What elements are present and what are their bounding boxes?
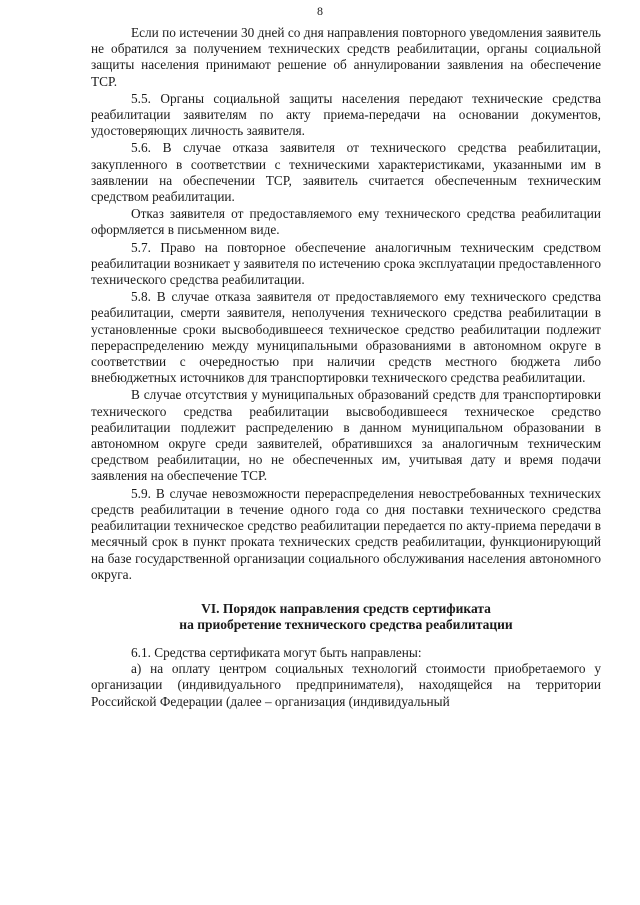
document-body [91, 25, 601, 710]
paragraph-5-9: 5.9. В случае невозможности перераспределения невостребованных технических средств реабилитации в течение одного года со дня поставки технического средства реабилитации техническое средство реабилитации передается по акту-приема передачи в месячный срок в пункт проката технических средств реабилитации, функционирующий на базе государственной организации социального обслуживания населения автономного округа. [91, 485, 601, 582]
paragraph-6-1: 6.1. Средства сертификата могут быть направлены: [131, 644, 422, 660]
paragraph: Отказ заявителя от предоставляемого ему технического средства реабилитации оформляется в письменном виде. [91, 206, 601, 238]
paragraph: В случае отсутствия у муниципальных образований средств для транспортировки технического средства реабилитации высвободившееся техническое средство реабилитации подлежит распределению в данном муниципальном образовании в автономном округе среди заявителей, обратившихся за аналогичным техническим средством реабилитации, но не обеспеченных им, учитывая дату и время подачи заявления на обеспечение ТСР. [91, 387, 601, 484]
section-heading-line: на приобретение технического средства реабилитации [179, 617, 513, 633]
paragraph: Если по истечении 30 дней со дня направления повторного уведомления заявитель не обратился за получением технических средств реабилитации, органы социальной защиты населения принимают решение об аннулировании заявления на обеспечение ТСР. [91, 25, 601, 89]
page-number: 8 [317, 4, 323, 18]
paragraph: а) на оплату центром социальных технологий стоимости приобретаемого у организации (индивидуального предпринимателя), находящейся на территории Российской Федерации (далее – организация (индивидуальный [91, 661, 601, 709]
paragraph-5-7: 5.7. Право на повторное обеспечение аналогичным техническим средством реабилитации возникает у заявителя по истечению срока эксплуатации предоставленного технического средства реабилитации. [91, 239, 601, 288]
paragraph-5-5: 5.5. Органы социальной защиты населения передают технические средства реабилитации заявителям по акту приема-передачи на основании документов, удостоверяющих личность заявителя. [91, 90, 601, 139]
paragraph-5-8: 5.8. В случае отказа заявителя от предоставляемого ему технического средства реабилитации, смерти заявителя, неполучения технического средства реабилитации в установленные сроки высвободившееся техническое средство реабилитации подлежит перераспределению между муниципальными образованиями в автономном округе в соответствии с очередностью при наличии средств местного бюджета либо внебюджетных источников для транспортировки технического средства реабилитации. [91, 289, 601, 386]
section-heading-line: VI. Порядок направления средств сертификата [201, 600, 491, 616]
section-heading [91, 601, 601, 634]
paragraph-5-6: 5.6. В случае отказа заявителя от технического средства реабилитации, закупленного в соответствии с техническими характеристиками, указанными им в заявлении на обеспечении ТСР, заявитель считается обеспеченным техническим средством реабилитации. [91, 140, 601, 205]
